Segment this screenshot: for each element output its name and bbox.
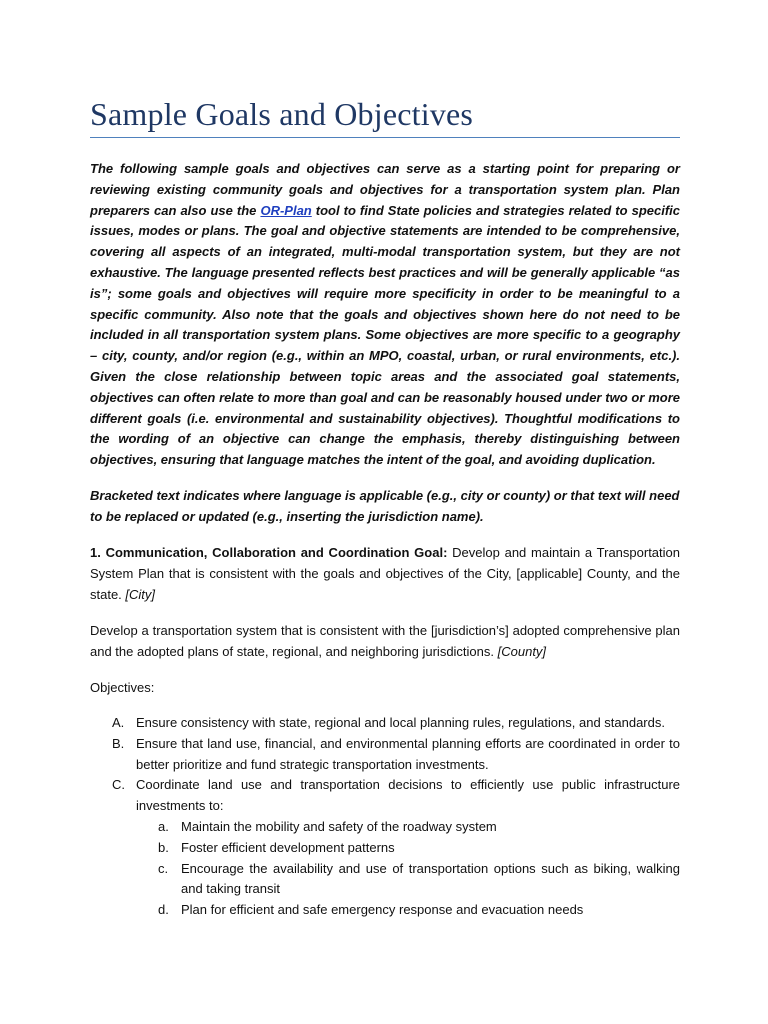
objective-item-c bbox=[90, 775, 680, 817]
sub-objective-text: Encourage the availability and use of transportation options such as biking, walking and taking transit bbox=[181, 860, 680, 897]
objectives-label: Objectives: bbox=[90, 680, 155, 695]
page-title: Sample Goals and Objectives bbox=[90, 96, 474, 132]
objective-marker: C. bbox=[112, 777, 125, 793]
goal-1-paragraph bbox=[90, 543, 680, 605]
sub-objective-marker: c. bbox=[158, 860, 169, 876]
goal-1-county-text: Develop a transportation system that is consistent with the [jurisdiction’s] adopted comprehensive plan and the adopted plans of state, regional, and neighboring jurisdictions. bbox=[90, 623, 680, 659]
goal-1-county-paragraph bbox=[90, 621, 680, 663]
bracket-note-paragraph: Bracketed text indicates where language is applicable (e.g., city or county) or that text will need to be replaced or updated (e.g., inserting the jurisdiction name). bbox=[90, 488, 680, 524]
objective-item-b bbox=[90, 734, 680, 776]
sub-objective-item-c bbox=[90, 859, 680, 901]
sub-objective-item-b bbox=[90, 838, 680, 859]
intro-text-before-link: The following sample goals and objectives can serve as a starting point for preparing or reviewing existing community goals and objectives for a transportation system plan. Plan preparers can also use the bbox=[90, 161, 680, 218]
sub-objective-marker: d. bbox=[158, 902, 169, 918]
goal-1-county-tag: [County] bbox=[497, 643, 547, 659]
or-plan-link[interactable]: OR-Plan bbox=[260, 202, 312, 218]
intro-text-after-link: tool to find State policies and strategies related to specific issues, modes or plans. The goal and objective statements are intended to be comprehensive, covering all aspects of an integrated, multi-modal transportation system, but they are not exhaustive. The language presented reflects best practices and will be generally applicable “as is”; some goals and objectives will require more specificity in order to be meaningful to a specific community. Also note that the goals and objectives shown here do not need to be included in all transportation system plans. Some objectives are more specific to a geography – city, county, and/or region (e.g., within an MPO, coastal, urban, or rural environments, etc.). Given the close relationship between topic areas and the associated goal statements, objectives can often relate to more than goal and can be reasonably housed under two or more different goals (i.e. environmental and sustainability objectives). Thoughtful modifications to the wording of an objective can change the emphasis, thereby distinguishing between objectives, ensuring that language matches the intent of the goal, and avoiding duplication. bbox=[90, 202, 681, 468]
goal-1-heading: 1. Communication, Collaboration and Coordination Goal: bbox=[90, 545, 448, 560]
objective-marker: B. bbox=[112, 735, 125, 751]
objective-marker: A. bbox=[112, 715, 125, 730]
sub-objective-text: Plan for efficient and safe emergency response and evacuation needs bbox=[181, 902, 584, 918]
sub-objective-marker: b. bbox=[158, 839, 169, 855]
objective-text: Ensure consistency with state, regional and local planning rules, regulations, and standards. bbox=[136, 715, 665, 730]
sub-objective-marker: a. bbox=[158, 818, 169, 834]
sub-objective-item-a bbox=[90, 817, 680, 838]
sub-objective-text: Maintain the mobility and safety of the roadway system bbox=[181, 818, 497, 834]
objective-item-a bbox=[90, 713, 680, 734]
sub-objective-item-d bbox=[90, 900, 680, 921]
title-underline bbox=[90, 137, 680, 138]
intro-paragraph bbox=[90, 159, 680, 471]
sub-objective-text: Foster efficient development patterns bbox=[181, 839, 395, 855]
objective-text: Coordinate land use and transportation decisions to efficiently use public infrastructure investments to: bbox=[136, 777, 680, 814]
goal-1-text: Develop and maintain a Transportation System Plan that is consistent with the goals and objectives of the City, [applicable] County, and the state. bbox=[90, 545, 680, 602]
objective-text: Ensure that land use, financial, and environmental planning efforts are coordinated in order to better prioritize and fund strategic transportation investments. bbox=[136, 735, 680, 772]
goal-1-city-tag: [City] bbox=[125, 586, 156, 602]
objectives-list bbox=[90, 713, 680, 921]
